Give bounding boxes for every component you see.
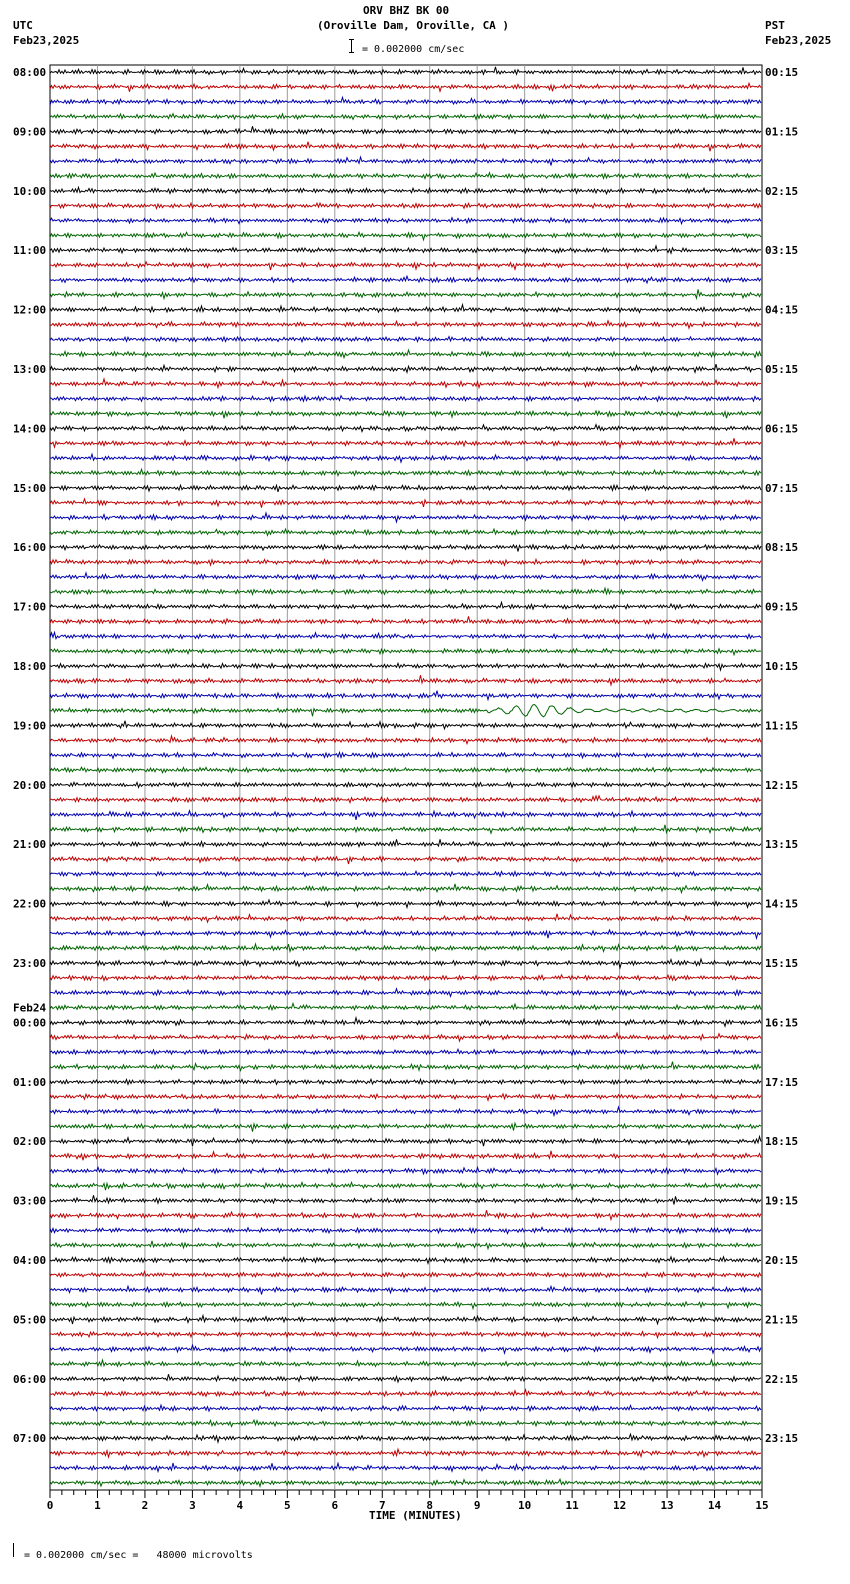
seismic-trace: [50, 83, 761, 91]
utc-hour-label: 05:00: [13, 1313, 47, 1327]
seismic-trace: [50, 1374, 761, 1382]
seismic-trace: [50, 914, 761, 922]
seismic-trace: [50, 1018, 761, 1026]
seismic-trace: [50, 218, 761, 224]
seismic-trace: [50, 1151, 761, 1160]
seismic-trace: [50, 305, 761, 313]
utc-hour-label: 12:00: [13, 303, 47, 317]
seismic-trace: [50, 545, 761, 552]
seismic-trace: [50, 752, 761, 758]
seismic-trace: [50, 884, 761, 893]
seismic-trace: [50, 1107, 761, 1115]
right-date: Feb23,2025: [765, 34, 832, 47]
left-date: Feb23,2025: [13, 34, 80, 47]
pst-hour-label: 10:15: [765, 660, 799, 673]
right-timezone: PST: [765, 19, 785, 32]
seismic-trace: [50, 1210, 761, 1219]
seismic-trace: [50, 559, 761, 565]
utc-hour-label: 16:00: [13, 541, 47, 555]
seismic-trace: [50, 289, 761, 298]
pst-hour-label: 21:15: [765, 1313, 799, 1327]
seismic-trace: [50, 232, 761, 240]
x-tick-label: 0: [46, 1499, 54, 1512]
seismic-trace: [50, 187, 761, 193]
seismic-trace: [50, 675, 761, 685]
utc-hour-label: 17:00: [13, 600, 47, 614]
pst-hour-label: 14:15: [765, 897, 799, 911]
pst-hour-label: 22:15: [765, 1372, 799, 1386]
seismic-trace: [50, 1390, 761, 1397]
seismic-trace: [50, 796, 761, 803]
seismic-trace: [50, 1003, 761, 1010]
seismic-trace: [50, 721, 761, 729]
pst-hour-label: 18:15: [765, 1135, 799, 1149]
pst-hour-label: 00:15: [765, 66, 799, 79]
utc-hour-label: 18:00: [13, 660, 47, 673]
seismic-trace: [50, 1272, 761, 1278]
utc-hour-label: 19:00: [13, 719, 47, 733]
seismic-trace: [50, 782, 761, 787]
pst-hour-label: 19:15: [765, 1194, 799, 1208]
seismic-trace: [50, 529, 761, 535]
utc-hour-label: 22:00: [13, 897, 47, 911]
seismic-trace: [50, 930, 761, 938]
seismic-trace: [50, 337, 761, 342]
x-tick-label: 10: [518, 1499, 532, 1512]
x-tick-label: 4: [236, 1499, 244, 1512]
pst-hour-label: 04:15: [765, 303, 799, 317]
x-tick-label: 15: [755, 1499, 769, 1512]
seismic-trace: [50, 1316, 761, 1324]
seismic-trace: [50, 736, 761, 744]
pst-hour-label: 08:15: [765, 541, 799, 555]
seismic-trace: [50, 469, 761, 475]
seismic-trace: [50, 989, 761, 997]
seismic-trace: [50, 1094, 761, 1100]
utc-hour-label: 00:00: [13, 1016, 47, 1030]
seismic-trace: [50, 1257, 761, 1264]
seismic-trace: [50, 350, 761, 358]
seismic-trace: [50, 959, 761, 968]
footer-scale-note: = 0.002000 cm/sec = 48000 microvolts: [24, 1550, 253, 1561]
pst-hour-label: 11:15: [765, 719, 799, 733]
seismic-trace: [50, 1420, 761, 1426]
x-tick-label: 13: [660, 1499, 674, 1512]
seismic-trace: [50, 97, 761, 105]
utc-hour-label: 10:00: [13, 184, 47, 198]
seismic-trace: [50, 1345, 761, 1353]
x-axis-title: TIME (MINUTES): [369, 1509, 462, 1522]
utc-hour-label: 20:00: [13, 778, 47, 792]
seismic-trace: [50, 1182, 761, 1190]
seismic-trace: [50, 364, 761, 372]
pst-hour-label: 03:15: [765, 244, 799, 258]
left-timezone: UTC: [13, 19, 33, 32]
utc-hour-label: 07:00: [13, 1432, 47, 1446]
x-tick-label: 8: [426, 1499, 434, 1512]
seismic-trace: [50, 1062, 761, 1071]
seismic-trace: [50, 1405, 761, 1411]
utc-hour-label: 15:00: [13, 481, 47, 495]
seismic-trace: [50, 1123, 761, 1132]
pst-hour-label: 23:15: [765, 1432, 799, 1446]
seismic-trace: [50, 1033, 761, 1041]
seismic-trace: [50, 975, 761, 981]
seismic-trace: [50, 126, 761, 134]
seismic-trace: [50, 1241, 761, 1249]
station-title: ORV BHZ BK 00: [363, 4, 450, 17]
seismic-trace: [50, 1079, 761, 1084]
seismic-trace: [50, 1286, 761, 1294]
pst-hour-label: 12:15: [765, 778, 799, 792]
utc-hour-label: 01:00: [13, 1075, 47, 1089]
seismic-trace: [50, 1195, 761, 1204]
x-tick-label: 1: [94, 1499, 101, 1512]
seismic-trace: [50, 262, 761, 270]
seismic-trace: [50, 663, 761, 670]
seismic-trace: [50, 396, 761, 402]
seismic-trace: [50, 602, 761, 609]
utc-hour-label: 09:00: [13, 125, 47, 139]
x-tick-label: 5: [284, 1499, 291, 1512]
seismic-trace: [50, 1167, 761, 1174]
seismic-trace: [50, 588, 761, 594]
seismic-trace: [50, 632, 761, 638]
utc-hour-label: 04:00: [13, 1254, 47, 1267]
seismic-trace: [50, 1137, 761, 1147]
seismic-trace: [50, 411, 761, 418]
station-location: (Oroville Dam, Oroville, CA ): [317, 19, 510, 32]
seismic-trace: [50, 425, 761, 432]
seismic-trace: [50, 616, 761, 623]
seismic-trace: [50, 1049, 761, 1055]
pst-hour-label: 09:15: [765, 600, 799, 614]
pst-hour-label: 15:15: [765, 957, 799, 970]
utc-hour-label: 11:00: [13, 244, 47, 258]
seismic-trace: [50, 513, 761, 522]
seismic-trace: [50, 944, 761, 951]
utc-hour-label: 02:00: [13, 1135, 47, 1149]
seismic-trace: [50, 454, 761, 462]
seismic-trace: [50, 839, 761, 847]
utc-hour-label: 14:00: [13, 422, 47, 436]
seismic-trace: [50, 173, 761, 179]
x-tick-label: 12: [612, 1499, 627, 1512]
seismic-trace: [50, 1227, 761, 1233]
x-tick-label: 9: [473, 1499, 481, 1512]
x-tick-label: 11: [565, 1499, 579, 1512]
x-tick-label: 7: [378, 1499, 386, 1512]
utc-hour-label: 08:00: [13, 66, 47, 79]
seismic-trace: [50, 573, 761, 581]
seismic-trace: [50, 900, 761, 907]
pst-hour-label: 05:15: [765, 363, 799, 376]
seismic-trace: [50, 825, 761, 834]
utc-hour-label: 13:00: [13, 363, 47, 376]
x-tick-label: 6: [331, 1499, 339, 1512]
seismic-trace: [50, 1449, 761, 1457]
footer-scale-bar-icon: [13, 1543, 14, 1557]
pst-hour-label: 06:15: [765, 422, 799, 436]
seismic-trace: [50, 1434, 761, 1442]
x-tick-label: 2: [141, 1499, 149, 1512]
seismic-trace: [50, 691, 761, 700]
date-change-label: Feb24: [13, 1001, 47, 1015]
scale-label: = 0.002000 cm/sec: [362, 44, 465, 55]
pst-hour-label: 02:15: [765, 184, 799, 198]
seismic-trace: [50, 67, 761, 75]
seismic-trace: [50, 649, 761, 655]
pst-hour-label: 16:15: [765, 1016, 799, 1030]
seismic-trace: [50, 767, 761, 773]
pst-hour-label: 20:15: [765, 1254, 799, 1267]
seismic-trace: [50, 114, 761, 120]
seismic-trace: [50, 857, 761, 865]
seismic-trace: [50, 705, 761, 717]
x-tick-label: 14: [707, 1499, 722, 1512]
seismic-trace: [50, 157, 761, 165]
seismic-trace: [50, 276, 761, 283]
pst-hour-label: 13:15: [765, 838, 799, 852]
seismic-trace: [50, 1360, 761, 1367]
utc-hour-label: 06:00: [13, 1372, 47, 1386]
seismic-trace: [50, 438, 761, 448]
seismic-trace: [50, 871, 761, 876]
utc-hour-label: 23:00: [13, 957, 47, 970]
x-tick-label: 3: [189, 1499, 196, 1512]
seismic-trace: [50, 246, 761, 253]
seismic-trace: [50, 485, 761, 492]
utc-hour-label: 21:00: [13, 838, 47, 852]
utc-hour-label: 03:00: [13, 1194, 47, 1208]
seismic-trace: [50, 321, 761, 328]
seismic-trace: [50, 1302, 761, 1309]
seismic-trace: [50, 1463, 761, 1471]
seismic-trace: [50, 379, 761, 388]
pst-hour-label: 07:15: [765, 481, 799, 495]
seismic-trace: [50, 203, 761, 208]
seismic-trace: [50, 142, 761, 152]
pst-hour-label: 01:15: [765, 125, 799, 139]
seismic-trace: [50, 1479, 761, 1486]
seismic-trace: [50, 1332, 761, 1338]
seismic-trace: [50, 499, 761, 508]
seismic-trace: [50, 811, 761, 820]
pst-hour-label: 17:15: [765, 1075, 799, 1089]
